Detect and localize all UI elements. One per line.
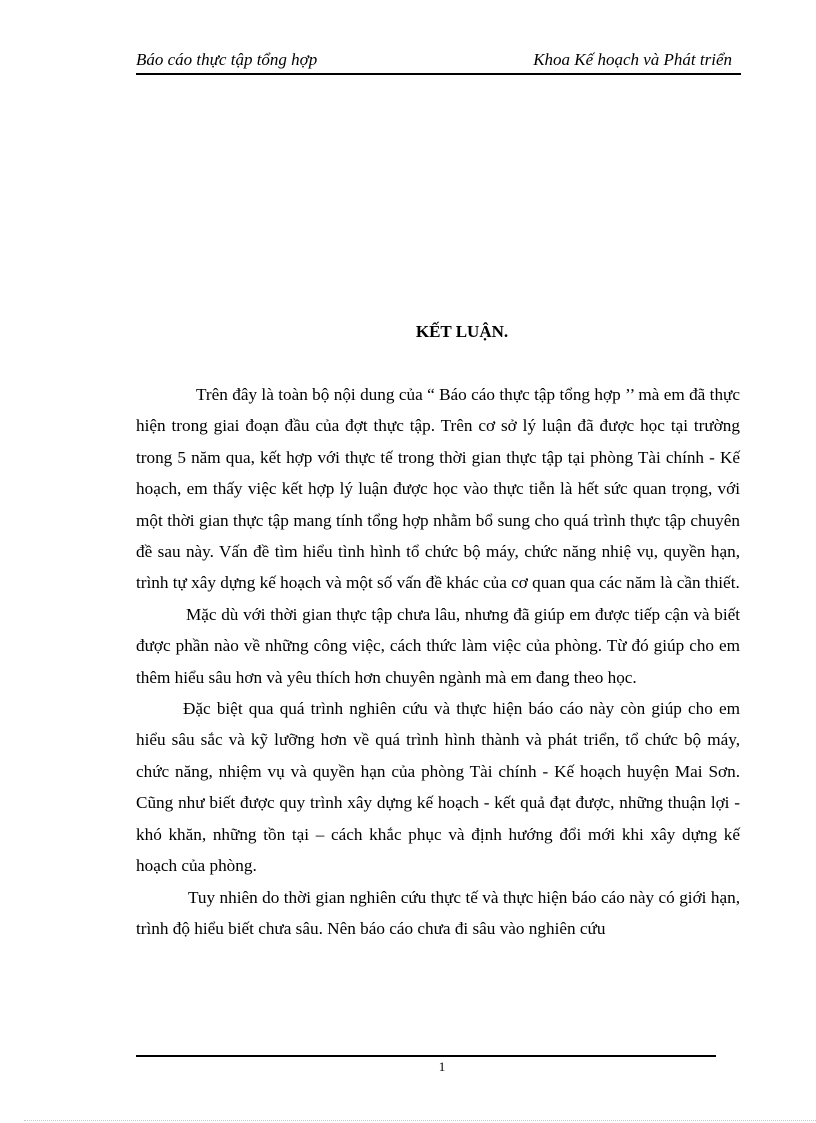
section-title: KẾT LUẬN.: [415, 322, 509, 341]
paragraph: Đặc biệt qua quá trình nghiên cứu và thực hiện báo cáo này còn giúp cho em hiểu sâu sắc và kỹ lưỡng hơn về quá trình hình thành và phát triển, tổ chức bộ máy, chức năng, nhiệm vụ và quyền hạn của phòng Tài chính - Kế hoạch huyện Mai Sơn. Cũng như biết được quy trình xây dựng kế hoạch - kết quả đạt được, những thuận lợi - khó khăn, những tồn tại – cách khắc phục và định hướng đổi mới khi xây dựng kế hoạch của phòng.: [136, 699, 740, 876]
header-report-title: Báo cáo thực tập tổng hợp: [136, 50, 318, 69]
header-faculty-name: Khoa Kế hoạch và Phát triển: [533, 50, 732, 69]
paragraph: Mặc dù với thời gian thực tập chưa lâu, nhưng đã giúp em được tiếp cận và biết được phần nào về những công việc, cách thức làm việc của phòng. Từ đó giúp cho em thêm hiểu sâu hơn và yêu thích hơn chuyên ngành mà em đang theo học.: [136, 604, 740, 687]
header-rule: [136, 73, 741, 75]
page-header: [136, 48, 732, 72]
page-edge: [24, 1120, 816, 1121]
paragraph: Tuy nhiên do thời gian nghiên cứu thực tế và thực hiện báo cáo này có giới hạn, trình độ hiểu biết chưa sâu. Nên báo cáo chưa đi sâu vào nghiên cứu: [136, 887, 740, 938]
paragraph: Trên đây là toàn bộ nội dung của “ Báo cáo thực tập tổng hợp ’’ mà em đã thực hiện trong giai đoạn đầu của đợt thực tập. Trên cơ sở lý luận đã được học tại trường trong 5 năm qua, kết hợp với thực tế trong thời gian thực tập tại phòng Tài chính - Kế hoạch, em thấy việc kết hợp lý luận được học vào thực tiễn là hết sức quan trọng, với một thời gian thực tập mang tính tổng hợp nhằm bổ sung cho quá trình thực tập chuyên đề sau này. Vấn đề tìm hiểu tình hình tổ chức bộ máy, chức năng nhiệ vụ, quyền hạn, trình tự xây dựng kế hoạch và một số vấn đề khác của cơ quan qua các năm là cần thiết.: [136, 385, 740, 593]
page-number: 1: [438, 1059, 446, 1074]
body-text: [136, 379, 740, 944]
footer-rule: [136, 1055, 716, 1057]
